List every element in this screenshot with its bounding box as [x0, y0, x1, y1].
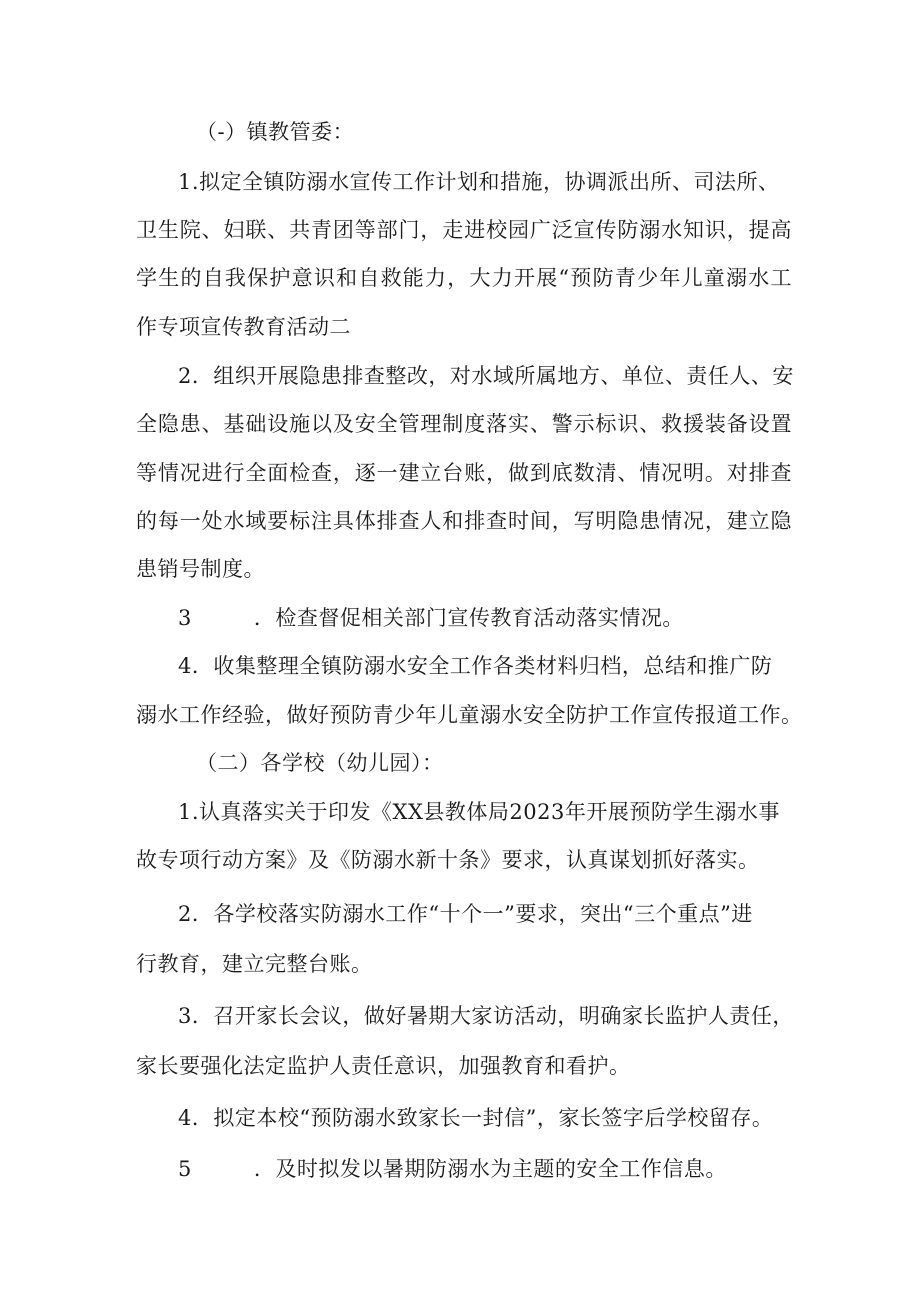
section2-item2-line2: 行教育，建立完整台账。 — [136, 952, 373, 976]
section2-item2-line1: 2．各学校落实防溺水工作“十个一”要求，突出“三个重点”进 — [178, 902, 753, 926]
section1-item2-line3: 等情况进行全面检查，逐一建立台账，做到底数清、情况明。对排查 — [136, 461, 792, 485]
section1-item1-line4: 作专项宣传教育活动二 — [136, 315, 351, 339]
section1-item3 — [178, 604, 684, 632]
section2-item1-line2: 故专项行动方案》及《防溺水新十条》要求，认真谋划抓好落实。 — [136, 848, 760, 872]
section1-heading: （-）镇教管委： — [196, 120, 355, 144]
section1-item1-line2: 卫生院、妇联、共青团等部门，走进校园广泛宣传防溺水知识，提高 — [136, 218, 792, 242]
section1-item1-line1: 1.拟定全镇防溺水宣传工作计划和措施，协调派出所、司法所、 — [178, 170, 780, 194]
section1-item2-line5: 患销号制度。 — [136, 557, 265, 581]
section1-item1-line3: 学生的自我保护意识和自救能力，大力开展“预防青少年儿童溺水工 — [136, 266, 792, 290]
section1-item4-line1: 4．收集整理全镇防溺水安全工作各类材料归档，总结和推广防 — [178, 654, 773, 678]
section2-item5 — [178, 1155, 727, 1183]
section2-item3-line1: 3．召开家长会议，做好暑期大家访活动，明确家长监护人责任， — [178, 1004, 794, 1028]
section2-item3-line2: 家长要强化法定监护人责任意识，加强教育和看护。 — [136, 1054, 631, 1078]
section2-item1-line1: 1.认真落实关于印发《XX县教体局2023年开展预防学生溺水事 — [178, 800, 780, 824]
section1-item3-number: 3 — [178, 606, 192, 630]
section1-item2-line2: 全隐患、基础设施以及安全管理制度落实、警示标识、救援装备设置 — [136, 412, 792, 436]
section1-item3-text: ．检查督促相关部门宣传教育活动落实情况。 — [253, 606, 684, 630]
section2-item4: 4．拟定本校“预防溺水致家长一封信”，家长签字后学校留存。 — [178, 1106, 774, 1130]
section2-item5-number: 5 — [178, 1157, 192, 1181]
section2-item5-text: ．及时拟发以暑期防溺水为主题的安全工作信息。 — [253, 1157, 727, 1181]
section2-heading: （二）各学校（幼儿园）： — [196, 751, 444, 775]
section1-item2-line4: 的每一处水域要标注具体排查人和排查时间，写明隐患情况，建立隐 — [136, 509, 792, 533]
section1-item4-line2: 溺水工作经验，做好预防青少年儿童溺水安全防护工作宣传报道工作。 — [136, 703, 803, 727]
section1-item2-line1: 2．组织开展隐患排查整改，对水域所属地方、单位、责任人、安 — [178, 364, 794, 388]
